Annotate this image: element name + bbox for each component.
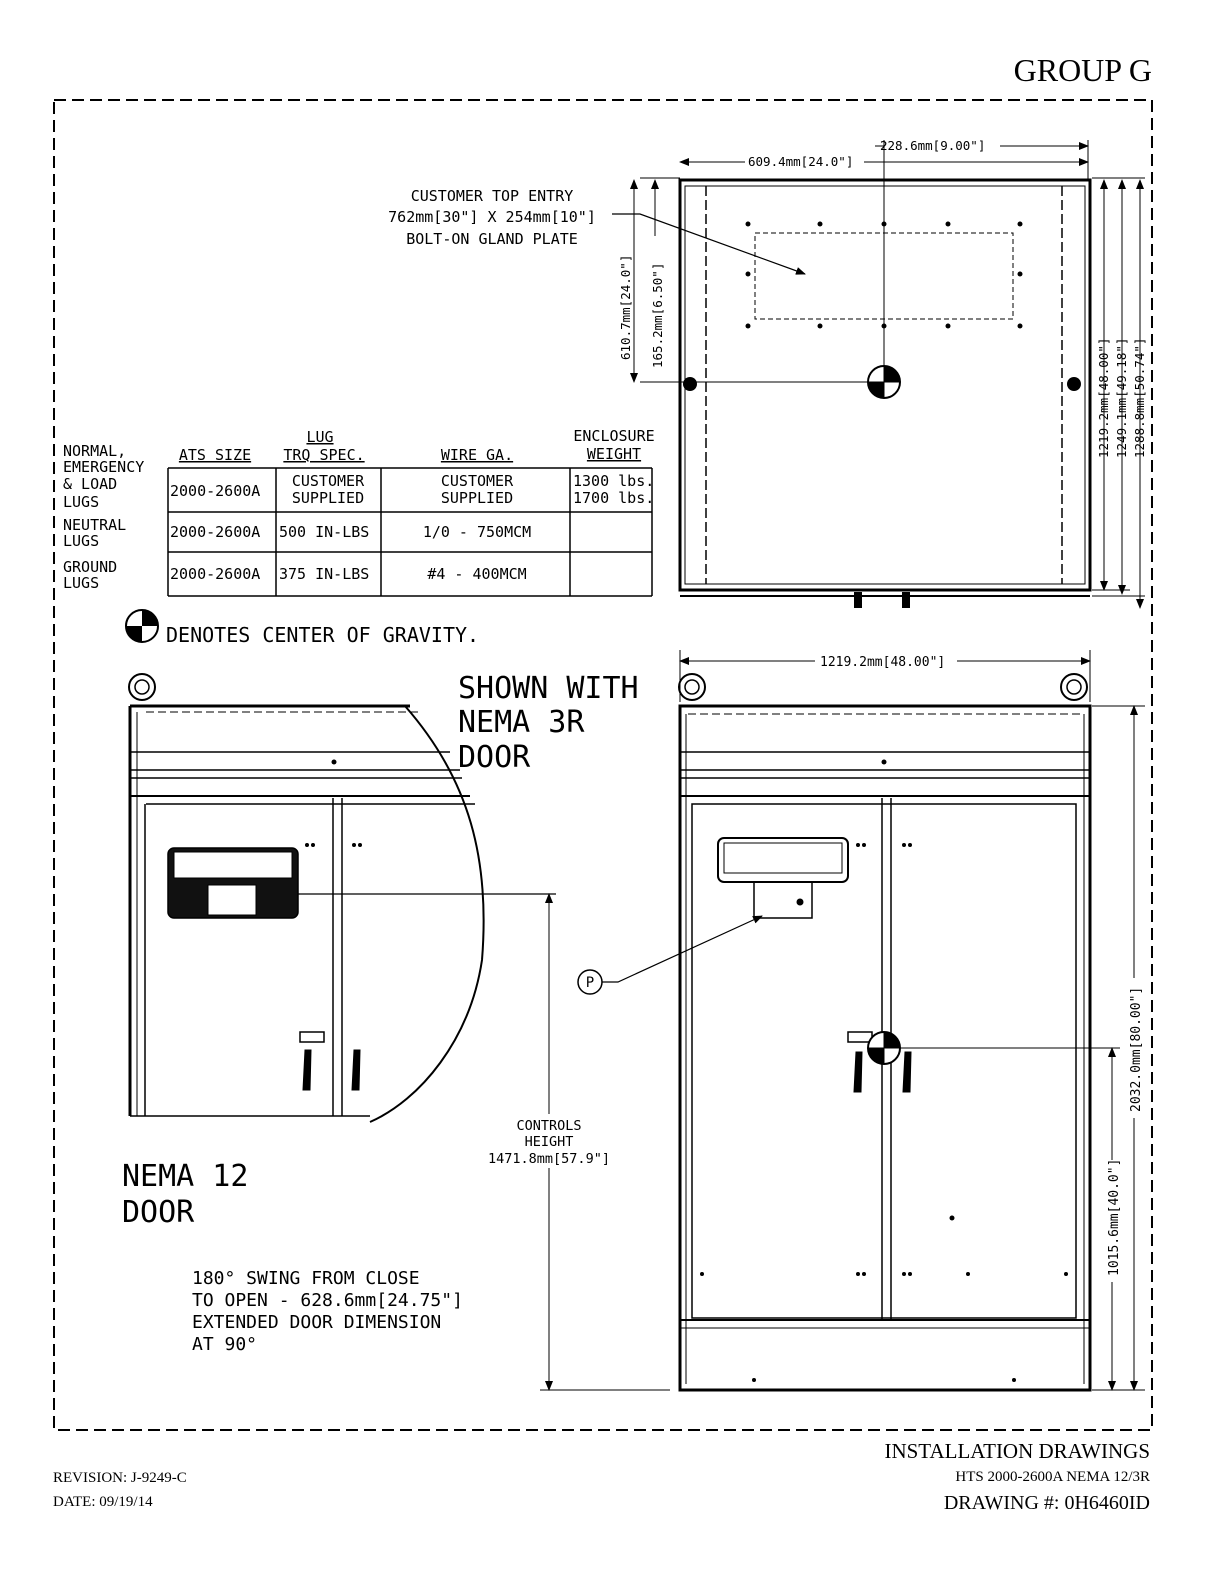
cell-ats: 2000-2600A xyxy=(170,523,261,541)
gland-label-line: CUSTOMER TOP ENTRY xyxy=(410,187,574,205)
cell-wire: 1/0 - 750MCM xyxy=(422,523,532,541)
cog-symbol-front xyxy=(868,1032,900,1064)
dim-right-3: 1288.8mm[50.74"] xyxy=(1132,337,1147,458)
cell-weight: 1300 lbs. xyxy=(573,472,655,490)
cell-trq: SUPPLIED xyxy=(291,489,365,507)
front-view xyxy=(578,650,1145,1390)
top-view xyxy=(612,140,1145,608)
shown-with-line: DOOR xyxy=(458,740,531,775)
cell-weight: 1700 lbs. xyxy=(573,489,655,507)
dim-right-1: 1219.2mm[48.00"] xyxy=(1096,337,1111,458)
cell-trq: 500 IN-LBS xyxy=(279,523,370,541)
cell-wire: SUPPLIED xyxy=(440,489,514,507)
cell-ats: 2000-2600A xyxy=(170,482,261,500)
front-view-dims xyxy=(586,655,1144,1276)
header-weight: WEIGHT xyxy=(586,445,642,463)
row-label: NEUTRAL xyxy=(63,516,127,534)
date: DATE: 09/19/14 xyxy=(53,1494,153,1510)
nema12-line: NEMA 12 xyxy=(122,1159,249,1194)
row-label: NORMAL, xyxy=(63,442,127,460)
swing-note xyxy=(192,1268,463,1355)
shown-with-line: SHOWN WITH xyxy=(458,671,639,706)
row-label: LUGS xyxy=(63,493,100,511)
row-label: LUGS xyxy=(63,532,100,550)
group-title: GROUP G xyxy=(1013,52,1152,88)
drawing-number: DRAWING #: 0H6460ID xyxy=(943,1492,1150,1514)
drawing-border xyxy=(54,100,1152,1430)
cell-wire: CUSTOMER xyxy=(440,472,514,490)
row-label: & LOAD xyxy=(63,475,118,493)
dim-offset: 228.6mm[9.00"] xyxy=(880,138,986,153)
cog-legend-symbol xyxy=(126,610,158,642)
dim-depth-total: 609.4mm[24.0"] xyxy=(748,154,854,169)
swing-line: 180° SWING FROM CLOSE xyxy=(192,1268,420,1289)
revision: REVISION: J-9249-C xyxy=(53,1470,187,1486)
controls-height-label xyxy=(488,1118,610,1167)
cog-note: DENOTES CENTER OF GRAVITY. xyxy=(166,623,480,647)
footer-left xyxy=(53,1466,187,1514)
cell-ats: 2000-2600A xyxy=(170,565,261,583)
callout-p: P xyxy=(585,975,595,991)
lug-table-text xyxy=(63,427,655,592)
gland-label xyxy=(388,187,596,248)
row-label: LUGS xyxy=(63,574,100,592)
row-label: EMERGENCY xyxy=(63,458,145,476)
swing-line: AT 90° xyxy=(192,1334,258,1355)
header-ats-size: ATS SIZE xyxy=(178,446,252,464)
dim-height: 2032.0mm[80.00"] xyxy=(1129,986,1144,1112)
header-wire-ga: WIRE GA. xyxy=(440,446,514,464)
dim-left-1: 610.7mm[24.0"] xyxy=(618,254,633,360)
footer-right xyxy=(884,1438,1150,1516)
dim-cog-height: 1015.6mm[40.0"] xyxy=(1107,1158,1122,1276)
controls-line: CONTROLS xyxy=(516,1118,582,1134)
cog-symbol-top xyxy=(868,366,900,398)
header-trq-spec: TRQ SPEC. xyxy=(283,446,365,464)
swing-line: EXTENDED DOOR DIMENSION xyxy=(192,1312,442,1333)
dim-right-2: 1249.1mm[49.18"] xyxy=(1114,337,1129,458)
controls-line: 1471.8mm[57.9"] xyxy=(488,1151,610,1167)
shown-with-label xyxy=(458,671,639,775)
gland-label-line: 762mm[30"] X 254mm[10"] xyxy=(388,208,596,226)
dim-width: 1219.2mm[48.00"] xyxy=(820,655,946,670)
controls-line: HEIGHT xyxy=(524,1134,574,1150)
header-lug: LUG xyxy=(306,428,334,446)
gland-label-line: BOLT-ON GLAND PLATE xyxy=(406,230,578,248)
footer-title: INSTALLATION DRAWINGS xyxy=(884,1439,1150,1463)
shown-with-line: NEMA 3R xyxy=(458,705,585,740)
cell-trq: CUSTOMER xyxy=(291,472,365,490)
swing-line: TO OPEN - 628.6mm[24.75"] xyxy=(192,1290,463,1311)
header-enclosure: ENCLOSURE xyxy=(573,427,655,445)
dim-left-2: 165.2mm[6.50"] xyxy=(650,262,665,368)
cell-wire: #4 - 400MCM xyxy=(427,565,527,583)
nema12-label xyxy=(122,1159,248,1230)
cell-trq: 375 IN-LBS xyxy=(279,565,370,583)
nema12-line: DOOR xyxy=(122,1195,195,1230)
footer-subtitle: HTS 2000-2600A NEMA 12/3R xyxy=(955,1469,1150,1485)
row-label: GROUND xyxy=(63,558,118,576)
